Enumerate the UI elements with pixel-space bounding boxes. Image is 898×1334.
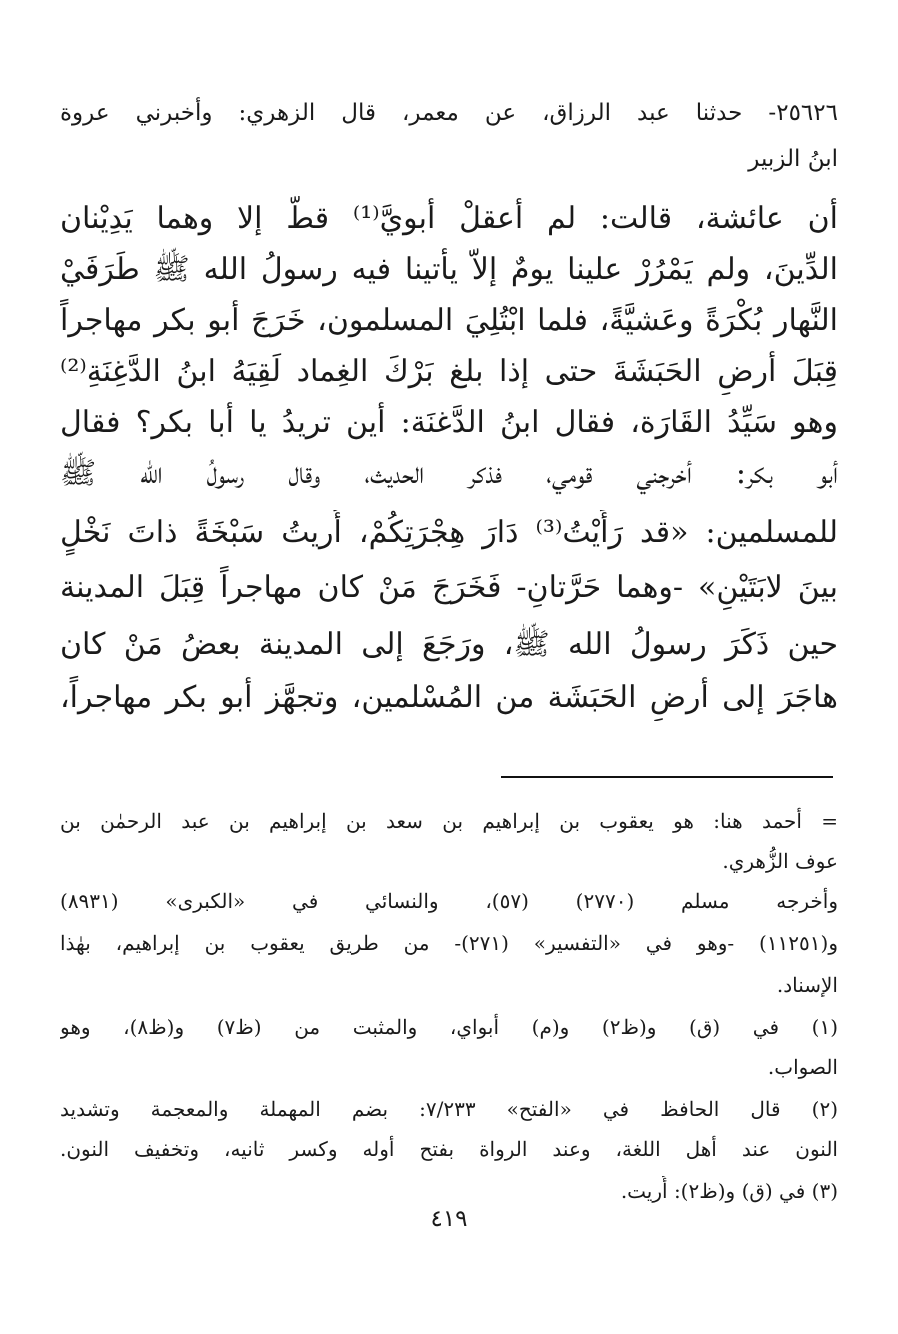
matn-line: النَّهار بُكْرَةً وعَشيَّةً، فلما ابْتُلِيَ المسلمون، خَرَجَ أبو بكر مهاجراً bbox=[60, 303, 838, 338]
hadith-isnad-line-1: ٢٥٦٢٦- حدثنا عبد الرزاق، عن معمر، قال الزهري: وأخبرني عروة bbox=[60, 100, 838, 126]
matn-line: بينَ لابَتَيْنِ» -وهما حَرَّتانِ- فَخَرَجَ مَنْ كان مهاجراً قِبَلَ المدينة bbox=[60, 570, 838, 605]
footnote-2-line-1: (٢) قال الحافظ في «الفتح» ٧/٢٣٣: بضم المهملة والمعجمة وتشديد bbox=[60, 1097, 838, 1121]
footnote-3-line-1: (٣) في (ق) و(ظ٢): أُريت. bbox=[620, 1179, 838, 1203]
footnote-takhrij-line-3: الإسناد. bbox=[776, 973, 838, 997]
matn-line: أن عائشة، قالت: لم أعقلْ أبويَّ⁽¹⁾ قطُّ إلا وهما يَدِيْنان bbox=[60, 201, 838, 236]
matn-line: للمسلمين: «قد رَأَيْتُ⁽³⁾ دَارَ هِجْرَتِكُمْ، أُريتُ سَبْخَةً ذاتَ نَخْلٍ bbox=[60, 515, 838, 550]
matn-line: وهو سَيِّدُ القَارَة، فقال ابنُ الدَّغنَة: أين تريدُ يا أبا بكر؟ فقال bbox=[60, 405, 838, 440]
footnote-2-line-2: النون عند أهل اللغة، وعند الرواة بفتح أوله وكسر ثانيه، وتخفيف النون. bbox=[60, 1137, 838, 1161]
hadith-isnad-line-2: ابنُ الزبير bbox=[748, 146, 838, 172]
page-number: ٤١٩ bbox=[430, 1206, 468, 1232]
footnote-source-line-2: عوف الزُّهري. bbox=[722, 849, 838, 873]
matn-line: حين ذَكَرَ رسولُ الله ﷺ، ورَجَعَ إلى المدينة بعضُ مَنْ كان bbox=[60, 627, 838, 662]
matn-line: هاجَرَ إلى أرضِ الحَبَشَة من المُسْلمين، وتجهَّز أبو بكر مهاجراً، bbox=[60, 680, 838, 715]
matn-line: قِبَلَ أرضِ الحَبَشَةَ حتى إذا بلغ بَرْكَ الغِماد لَقِيَهُ ابنُ الدَّغِنَةِ⁽²⁾ bbox=[60, 354, 838, 389]
footnote-1-line-2: الصواب. bbox=[767, 1055, 838, 1079]
matn-line: أبو بكر: أخرجني قومي، فذكر الحديث، وقال رسولُ الله ﷺ bbox=[60, 456, 838, 491]
matn-line: الدِّينَ، ولم يَمْرُرْ علينا يومٌ إلاّ يأتينا فيه رسولُ الله ﷺ طَرَفَيْ bbox=[60, 252, 838, 287]
footnote-separator bbox=[501, 776, 833, 778]
footnote-1-line-1: (١) في (ق) و(ظ٢) و(م) أبواي، والمثبت من (ظ٧) و(ظ٨)، وهو bbox=[60, 1015, 838, 1039]
footnote-takhrij-line-2: و(١١٢٥١) -وهو في «التفسير» (٢٧١)- من طريق يعقوب بن إبراهيم، بهٰذا bbox=[60, 931, 838, 955]
footnote-source-line-1: = أحمد هنا: هو يعقوب بن إبراهيم بن سعد بن إبراهيم بن عبد الرحمٰن بن bbox=[60, 809, 838, 833]
footnote-takhrij-line-1: وأخرجه مسلم (٢٧٧٠) (٥٧)، والنسائي في «الكبرى» (٨٩٣١) bbox=[60, 889, 838, 913]
